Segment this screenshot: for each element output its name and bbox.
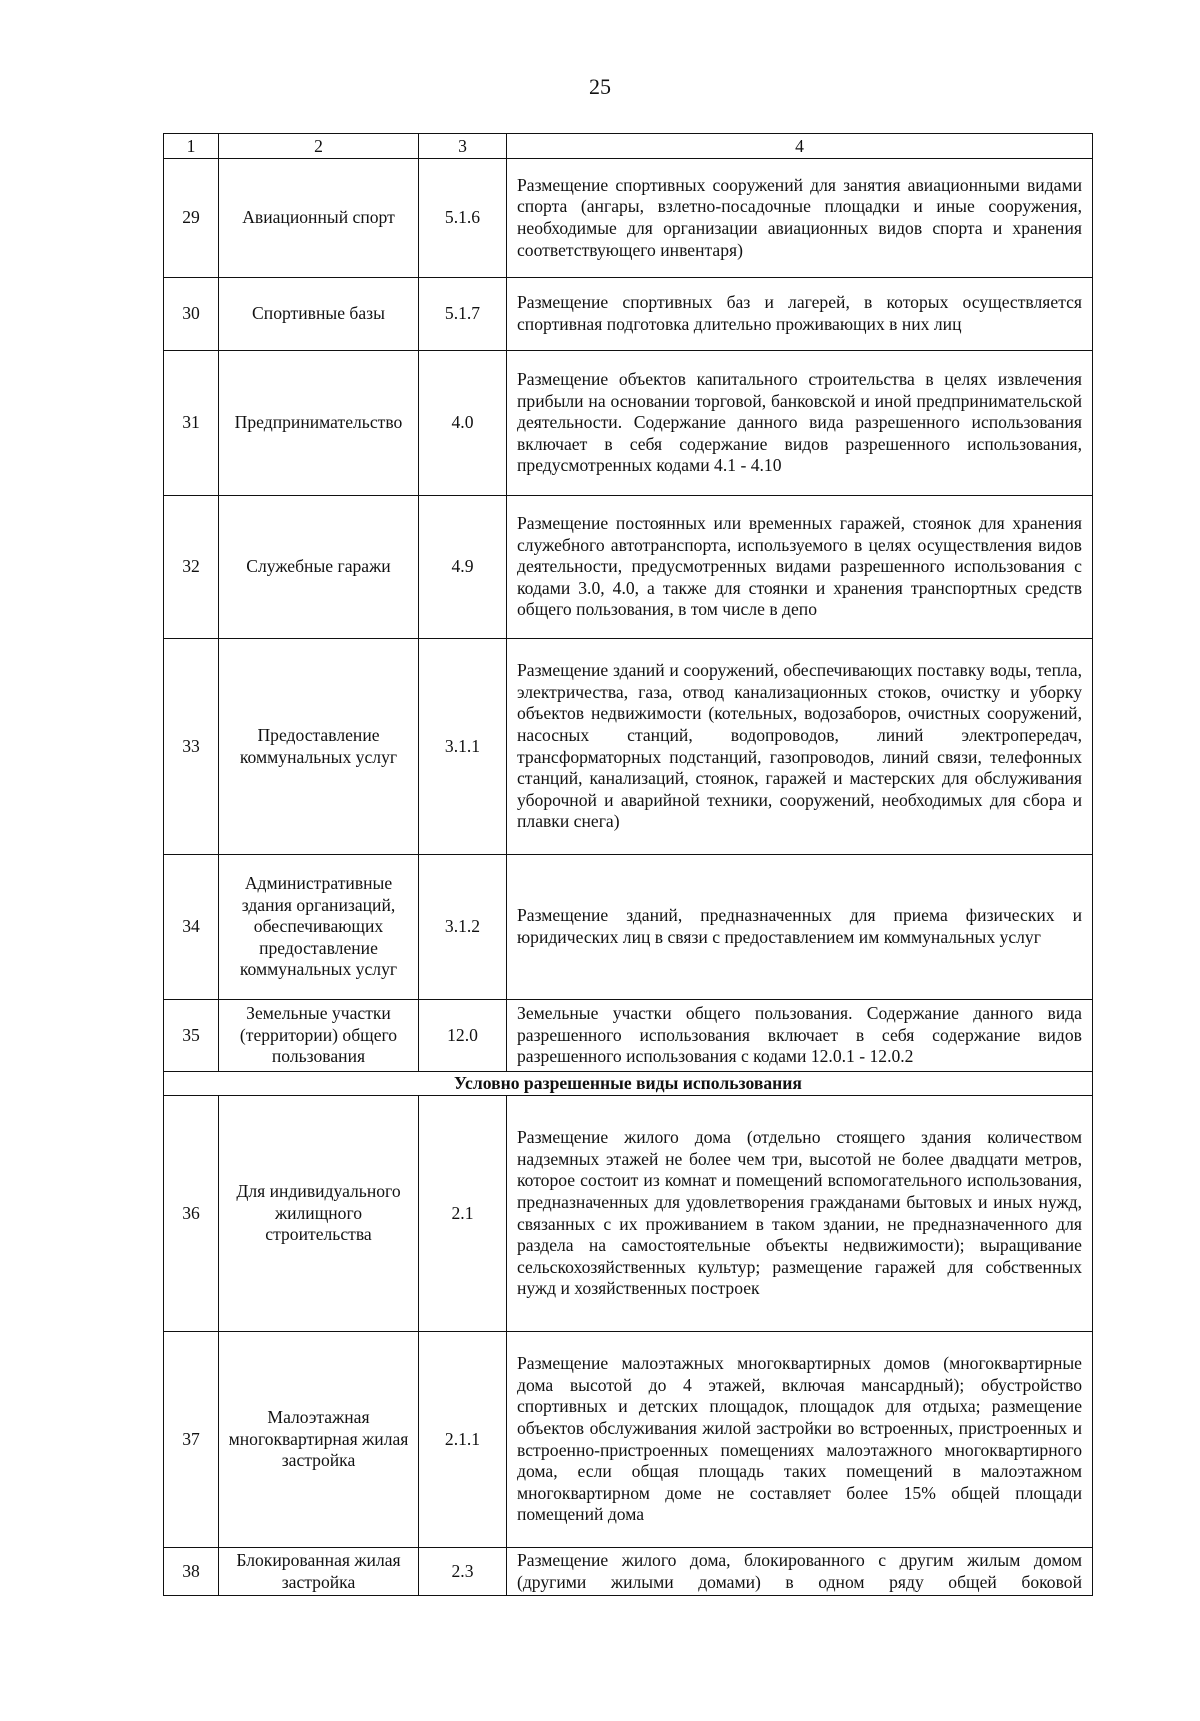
- row-number: 34: [164, 855, 219, 1000]
- row-description: Размещение малоэтажных многоквартирных домов (многоквартирные дома высотой до 4 этажей, включая мансардный); обустройство спортивных и детских площадок, площадок для отдыха; размещение объектов обслуживания жилой застройки во встроенных, пристроенных и встроенно-пристроенных помещениях малоэтажного многоквартирного дома, если общая площадь таких помещений в малоэтажном многоквартирном доме не составляет более 15% общей площади помещений дома: [507, 1332, 1093, 1548]
- table-row: [164, 159, 1093, 278]
- row-code: 4.9: [419, 496, 507, 639]
- header-col-number: 1: [164, 134, 219, 159]
- row-code: 3.1.1: [419, 639, 507, 855]
- land-use-table: [163, 133, 1093, 1596]
- table-row: [164, 1096, 1093, 1332]
- row-description: Размещение спортивных сооружений для занятия авиационными видами спорта (ангары, взлетно-посадочные площадки и иные сооружения, необходимые для организации авиационных видов спорта и хранения соответствующего инвентаря): [507, 159, 1093, 278]
- row-code: 5.1.6: [419, 159, 507, 278]
- table-row: [164, 1000, 1093, 1072]
- row-description: Размещение объектов капитального строительства в целях извлечения прибыли на основании торговой, банковской и иной предпринимательской деятельности. Содержание данного вида разрешенного использования включает в себя содержание видов разрешенного использования, предусмотренных кодами 4.1 - 4.10: [507, 351, 1093, 496]
- row-description: Размещение зданий, предназначенных для приема физических и юридических лиц в связи с предоставлением им коммунальных услуг: [507, 855, 1093, 1000]
- row-number: 29: [164, 159, 219, 278]
- table-row: [164, 1548, 1093, 1596]
- row-code: 12.0: [419, 1000, 507, 1072]
- row-description: Размещение постоянных или временных гаражей, стоянок для хранения служебного автотранспорта, используемого в целях осуществления видов деятельности, предусмотренных видами разрешенного использования с кодами 3.0, 4.0, а также для стоянки и хранения транспортных средств общего пользования, в том числе в депо: [507, 496, 1093, 639]
- row-code: 5.1.7: [419, 278, 507, 351]
- header-col-description: 4: [507, 134, 1093, 159]
- row-name: Блокированная жилая застройка: [219, 1548, 419, 1596]
- section-heading-row: [164, 1072, 1093, 1096]
- table-row: [164, 496, 1093, 639]
- row-name: Для индивидуального жилищного строительства: [219, 1096, 419, 1332]
- row-number: 33: [164, 639, 219, 855]
- row-description: Размещение спортивных баз и лагерей, в которых осуществляется спортивная подготовка длительно проживающих в них лиц: [507, 278, 1093, 351]
- table-row: [164, 1332, 1093, 1548]
- row-name: Предоставление коммунальных услуг: [219, 639, 419, 855]
- row-code: 2.1.1: [419, 1332, 507, 1548]
- header-col-code: 3: [419, 134, 507, 159]
- row-name: Авиационный спорт: [219, 159, 419, 278]
- row-number: 36: [164, 1096, 219, 1332]
- table-row: [164, 351, 1093, 496]
- table-row: [164, 639, 1093, 855]
- row-description: Размещение жилого дома (отдельно стоящего здания количеством надземных этажей не более чем три, высотой не более двадцати метров, которое состоит из комнат и помещений вспомогательного использования, предназначенных для удовлетворения гражданами бытовых и иных нужд, связанных с их проживанием в таком здании, не предназначенного для раздела на самостоятельные объекты недвижимости); выращивание сельскохозяйственных культур; размещение гаражей для собственных нужд и хозяйственных построек: [507, 1096, 1093, 1332]
- row-description: Земельные участки общего пользования. Содержание данного вида разрешенного использования включает в себя содержание видов разрешенного использования с кодами 12.0.1 - 12.0.2: [507, 1000, 1093, 1072]
- row-name: Служебные гаражи: [219, 496, 419, 639]
- table-row: [164, 855, 1093, 1000]
- row-name: Земельные участки (территории) общего пользования: [219, 1000, 419, 1072]
- row-number: 32: [164, 496, 219, 639]
- row-number: 31: [164, 351, 219, 496]
- section-title: Условно разрешенные виды использования: [164, 1072, 1093, 1096]
- row-name: Административные здания организаций, обеспечивающих предоставление коммунальных услуг: [219, 855, 419, 1000]
- row-name: Спортивные базы: [219, 278, 419, 351]
- row-name: Малоэтажная многоквартирная жилая застройка: [219, 1332, 419, 1548]
- row-number: 30: [164, 278, 219, 351]
- row-code: 4.0: [419, 351, 507, 496]
- row-name: Предпринимательство: [219, 351, 419, 496]
- row-code: 2.1: [419, 1096, 507, 1332]
- row-number: 37: [164, 1332, 219, 1548]
- row-number: 35: [164, 1000, 219, 1072]
- row-number: 38: [164, 1548, 219, 1596]
- header-col-name: 2: [219, 134, 419, 159]
- row-description: Размещение зданий и сооружений, обеспечивающих поставку воды, тепла, электричества, газа, отвод канализационных стоков, очистку и уборку объектов недвижимости (котельных, водозаборов, очистных сооружений, насосных станций, водопроводов, линий электропередач, трансформаторных подстанций, газопроводов, линий связи, телефонных станций, канализаций, стоянок, гаражей и мастерских для обслуживания уборочной и аварийной техники, сооружений, необходимых для сбора и плавки снега): [507, 639, 1093, 855]
- page-number: 25: [589, 74, 611, 99]
- row-code: 3.1.2: [419, 855, 507, 1000]
- table-row: [164, 278, 1093, 351]
- table-header-row: [164, 134, 1093, 159]
- row-code: 2.3: [419, 1548, 507, 1596]
- row-description: Размещение жилого дома, блокированного с другим жилым домом (другими жилыми домами) в одном ряду общей боковой: [507, 1548, 1093, 1596]
